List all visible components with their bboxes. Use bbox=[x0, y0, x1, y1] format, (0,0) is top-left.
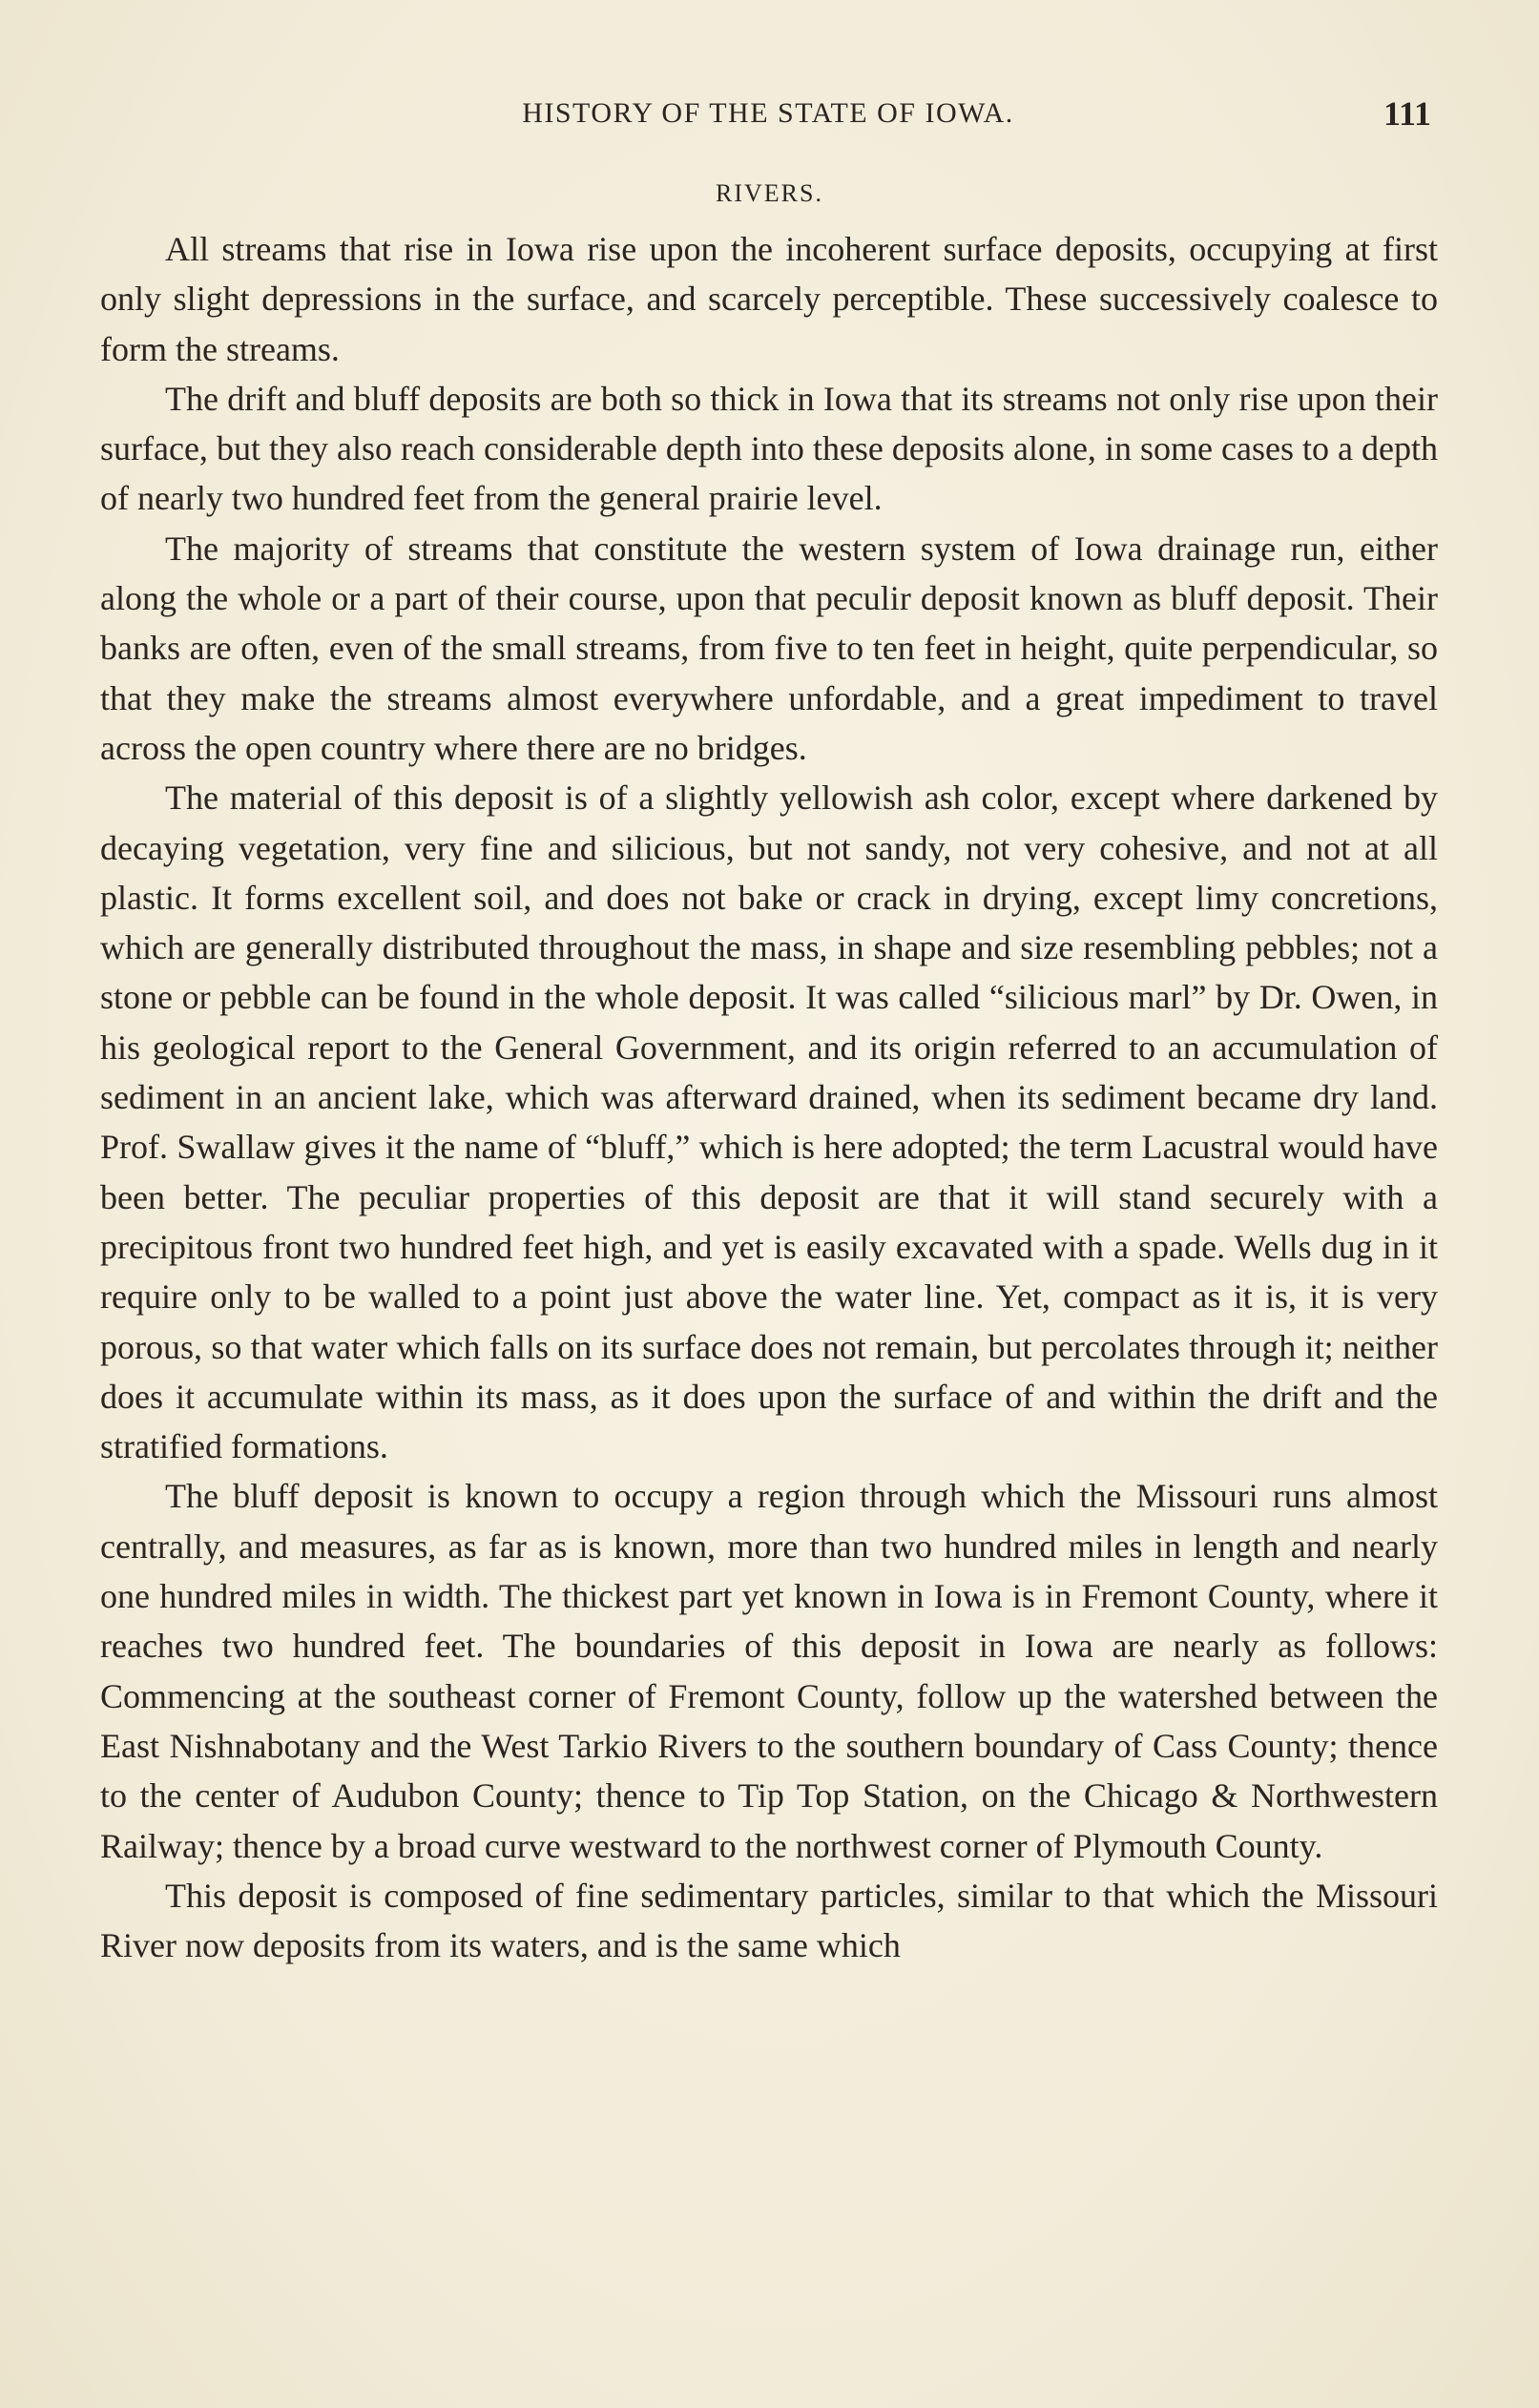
running-title: HISTORY OF THE STATE OF IOWA. bbox=[522, 97, 1014, 129]
body-text bbox=[100, 224, 1438, 1970]
page-number: 111 bbox=[1383, 94, 1431, 133]
section-heading: RIVERS. bbox=[716, 179, 823, 207]
paragraph: This deposit is composed of fine sedimentary particles, similar to that which the Missouri River now deposits from its waters, and is the same which bbox=[100, 1876, 1438, 1965]
running-head bbox=[95, 93, 1441, 132]
paragraph: The bluff deposit is known to occupy a region through which the Missouri runs almost centrally, and measures, as far as is known, more than two hundred miles in length and nearly one hundred miles in width. The thickest part yet known in Iowa is in Fremont County, where it reaches two hundred feet. The boundaries of this deposit in Iowa are nearly as follows: Commencing at the southeast corner of Fremont County, follow up the watershed between the East Nishnabotany and the West Tarkio Rivers to the southern boundary of Cass County; thence to the center of Audubon County; thence to Tip Top Station, on the Chicago & Northwestern Railway; thence by a broad curve westward to the northwest corner of Plymouth County. bbox=[100, 1477, 1438, 1865]
paragraph: The drift and bluff deposits are both so thick in Iowa that its streams not only rise upon their surface, but they also reach considerable depth into these deposits alone, in some cases to a depth of nearly two hundred feet from the general prairie level. bbox=[100, 379, 1438, 518]
paragraph: The material of this deposit is of a slightly yellowish ash color, except where darkened by decaying vegetation, very fine and silicious, but not sandy, not very cohesive, and not at all plastic. It forms excellent soil, and does not bake or crack in drying, except limy concretions, which are generally distributed throughout the mass, in shape and size resembling pebbles; not a stone or pebble can be found in the whole deposit. It was called “silicious marl” by Dr. Owen, in his geological report to the General Government, and its origin referred to an accumulation of sediment in an ancient lake, which was afterward drained, when its sediment became dry land. Prof. Swallaw gives it the name of “bluff,” which is here adopted; the term Lacustral would have been better. The peculiar properties of this deposit are that it will stand securely with a precipitous front two hundred feet high, and yet is easily excavated with a spade. Wells dug in it require only to be walled to a point just above the water line. Yet, compact as it is, it is very porous, so that water which falls on its surface does not remain, but percolates through it; neither does it accumulate within its mass, as it does upon the surface of and within the drift and the stratified formations. bbox=[100, 778, 1438, 1466]
paragraph: The majority of streams that constitute the western system of Iowa drainage run, either along the whole or a part of their course, upon that peculir deposit known as bluff deposit. Their banks are often, even of the small streams, from five to ten feet in height, quite perpendicular, so that they make the streams almost everywhere unfordable, and a great impediment to travel across the open country where there are no bridges. bbox=[100, 529, 1438, 767]
paragraph: All streams that rise in Iowa rise upon the incoherent surface deposits, occupying at first only slight depressions in the surface, and scarcely perceptible. These successively coalesce to form the streams. bbox=[100, 230, 1438, 368]
